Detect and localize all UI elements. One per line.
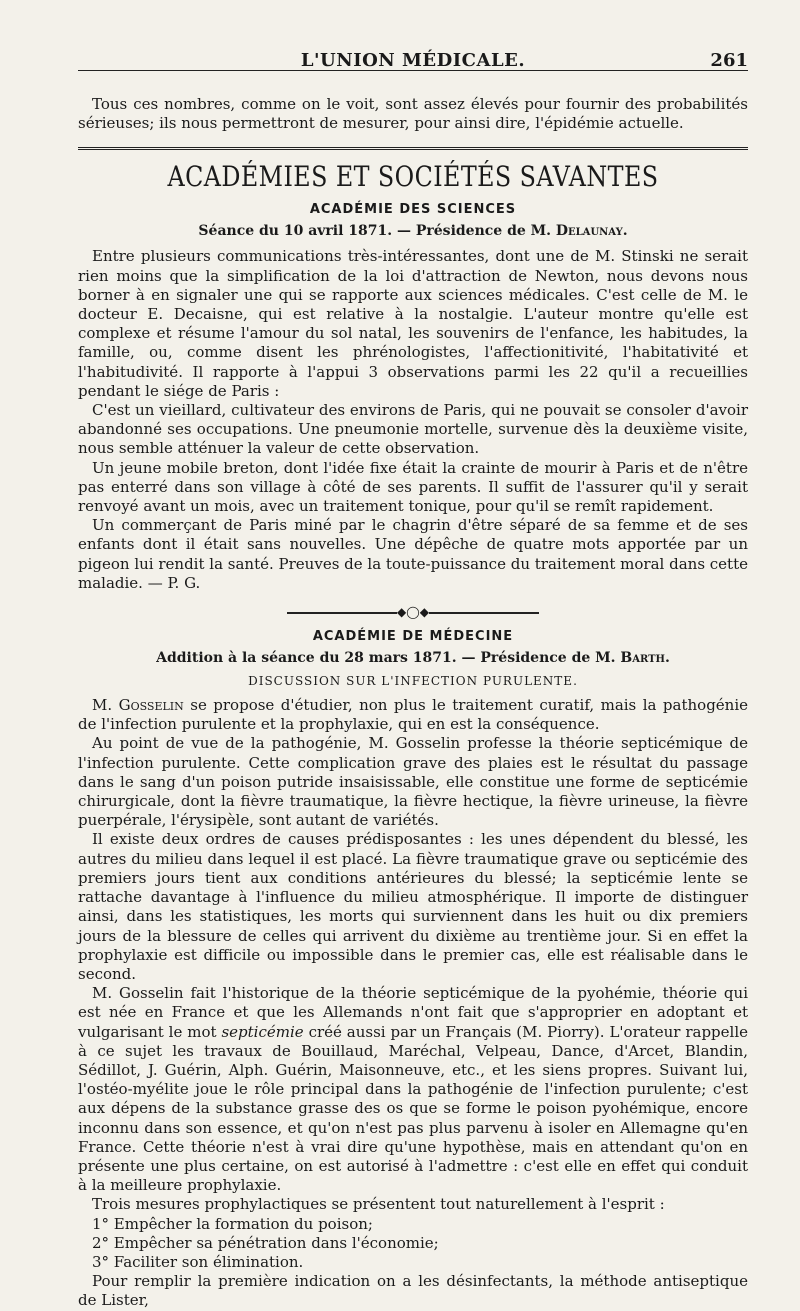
list-item: 3° Faciliter son élimination.	[92, 1252, 304, 1271]
sciences-paragraph: Un jeune mobile breton, dont l'idée fixe était la crainte de mourir à Paris et de n'être pas enterré dans son village à côté de ses parents. Il suffit de l'assurer qu'il y serait renvoyé avant un mois, avec un traitement tonique, pour qu'il se remît rapidement.	[78, 458, 748, 516]
list-item: 2° Empêcher sa pénétration dans l'économie;	[92, 1233, 439, 1252]
italic-term: septicémie	[221, 1022, 304, 1041]
section-ornament: ◆◯◆	[78, 605, 748, 619]
sciences-president: Delaunay.	[555, 223, 628, 240]
sciences-paragraph: Entre plusieurs communications très-intéressantes, dont une de M. Stinski ne serait rien moins que la simplification de la loi d'attraction de Newton, nous devons nous borner à en signaler une qui se rapporte aux sciences médicales. C'est celle de M. le docteur E. Decaisne, qui est relative à la nostalgie. L'auteur montre qu'elle est complexe et résume l'amour du sol natal, les souvenirs de l'enfance, les habitudes, la famille, ou, comme disent les phrénologistes, l'affectionitivité, l'habitativité et l'habitudivité. Il rapporte à l'appui 3 observations parmi les 22 qu'il a recueillies pendant le siége de Paris :	[78, 247, 748, 400]
paragraph-text: M. Gosselin fait l'historique de la théorie septicémique de la pyohémie, théorie qui est née en France et que les Allemands n'ont fait que s'approprier en adoptant et vulgarisant le mot	[78, 984, 748, 1041]
medecine-seance-line	[78, 650, 748, 666]
medecine-paragraph	[78, 984, 748, 1195]
section-rule	[78, 147, 748, 150]
sciences-paragraph: Un commerçant de Paris miné par le chagrin d'être séparé de sa femme et de ses enfants dont il était sans nouvelles. Une dépêche de quatre mots apportée par un pigeon lui rendit la santé. Preuves de la toute-puissance du traitement moral dans cette maladie. — P. G.	[78, 516, 748, 592]
sciences-seance-line	[78, 223, 748, 239]
medecine-paragraph: Au point de vue de la pathogénie, M. Gosselin professe la théorie septicémique de l'infection purulente. Cette complication grave des plaies est le résultat du passage dans le sang d'un poison putride insaisissable, elle constitue une forme de septicémie chirurgicale, dont la fièvre traumatique, la fièvre hectique, la fièvre urineuse, la fièvre puerpérale, l'érysipèle, sont autant de variétés.	[78, 734, 748, 830]
medecine-paragraph: Il existe deux ordres de causes prédisposantes : les unes dépendent du blessé, les autres du milieu dans lequel il est placé. La fièvre traumatique grave ou septicémie des premiers jours tient aux conditions antérieures du blessé; la septicémie lente se rattache davantage à l'influence du milieu atmosphérique. Il importe de distinguer ainsi, dans les statistiques, les morts qui surviennent dans les huit ou dix premiers jours de la blessure de celles qui arrivent du dixième au trentième jour. Si en effet la prophylaxie est difficile ou impossible dans le premier cas, elle est réalisable dans le second.	[78, 830, 748, 983]
academie-medecine-heading: ACADÉMIE DE MÉDECINE	[312, 629, 514, 645]
paragraph-text: créé aussi par un Français (M. Piorry). L'orateur rappelle à ce sujet les travaux de Bouillaud, Maréchal, Velpeau, Dance, d'Arcet, Blandin, Sédillot, J. Guérin, Alph. Guérin, Maisonneuve, etc., et les siens propres. Suivant lui, l'ostéo-myélite joue le rôle principal dans la pathogénie de l'infection purulente; c'est aux dépens de la substance grasse des os que se forme le poison pyohémique, encore inconnu dans son essence, et qu'on n'est pas plus parvenu à isoler en Allemagne qu'en France. Cette théorie n'est à vrai dire qu'une hypothèse, mais en attendant qu'on en présente une plus certaine, on est autorisé à l'admettre : c'est elle en effet qui conduit à la meilleure prophylaxie.	[78, 1022, 748, 1195]
intro-paragraph: Tous ces nombres, comme on le voit, sont assez élevés pour fournir des probabilités sérieuses; ils nous permettront de mesurer, pour ainsi dire, l'épidémie actuelle.	[78, 95, 748, 133]
page-number: 261	[710, 50, 748, 71]
medecine-seance-text: Addition à la séance du 28 mars 1871. — Présidence de M.	[156, 650, 621, 667]
sciences-seance-text: Séance du 10 avril 1871. — Présidence de M.	[198, 223, 556, 240]
journal-title: L'UNION MÉDICALE.	[300, 50, 526, 71]
ornament-line	[287, 612, 397, 614]
list-intro: Trois mesures prophylactiques se présentent tout naturellement à l'esprit :	[92, 1195, 665, 1214]
prophylaxis-list	[78, 1195, 748, 1272]
academie-sciences-heading: ACADÉMIE DES SCIENCES	[309, 202, 517, 218]
speaker-name: M. Gosselin	[92, 696, 184, 715]
closing-paragraph: Pour remplir la première indication on a les désinfectants, la méthode antiseptique de Lister,	[78, 1272, 748, 1310]
running-header	[78, 0, 748, 70]
paragraph-text: se propose d'étudier, non plus le traitement curatif, mais la pathogénie de l'infection purulente et la prophylaxie, qui en est la conséquence.	[78, 696, 749, 734]
list-item: 1° Empêcher la formation du poison;	[92, 1214, 373, 1233]
discussion-heading: DISCUSSION SUR L'INFECTION PURULENTE.	[248, 674, 578, 689]
ornament-line	[429, 612, 539, 614]
sciences-paragraph: C'est un vieillard, cultivateur des environs de Paris, qui ne pouvait se consoler d'avoir abandonné ses occupations. Une pneumonie mortelle, survenue dès la deuxième visite, nous semble atténuer la valeur de cette observation.	[78, 401, 748, 458]
medecine-president: Barth.	[620, 650, 670, 667]
medecine-paragraph	[78, 696, 748, 734]
section-title: ACADÉMIES ET SOCIÉTÉS SAVANTES	[167, 160, 659, 194]
